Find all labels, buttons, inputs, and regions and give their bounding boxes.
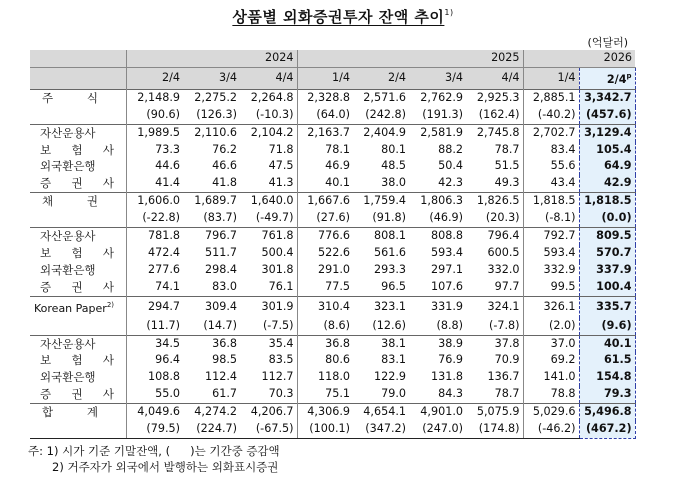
value-cell: 71.8: [268, 142, 294, 156]
value-cell: 1,689.7: [183, 193, 240, 210]
value-cell: 331.9: [409, 296, 466, 317]
value-cell: 324.1: [466, 296, 523, 317]
value-cell: (20.3): [485, 211, 520, 225]
value-cell: 776.6: [297, 228, 353, 245]
value-cell: 98.5: [212, 353, 237, 367]
value-cell: 131.8: [430, 370, 463, 384]
value-cell: 332.9: [523, 262, 579, 279]
row-label-footnote-mark: 2): [106, 300, 114, 309]
value-cell: 76.2: [212, 142, 237, 156]
value-cell: (8.6): [297, 318, 353, 335]
value-cell: 1,818.5: [523, 193, 579, 210]
value-cell: 46.9: [297, 158, 353, 175]
value-cell: 80.1: [381, 142, 406, 156]
footnote-text-a: 시가 기준 기말잔액, (: [62, 444, 171, 458]
value-cell: 77.5: [297, 279, 353, 296]
value-cell: (100.1): [297, 421, 353, 438]
value-cell: (242.8): [365, 107, 406, 121]
value-cell: (-10.3): [255, 107, 294, 121]
header-quarter: 1/4: [297, 67, 353, 89]
value-cell: 1,640.0: [240, 193, 297, 210]
value-cell: 74.1: [126, 279, 183, 296]
value-cell: 55.0: [126, 386, 183, 403]
header-quarter: 2/4: [353, 67, 409, 89]
value-cell: 2,328.8: [297, 89, 353, 106]
value-cell: 36.8: [297, 335, 353, 352]
table-row: [30, 245, 635, 262]
row-label: [30, 175, 126, 192]
title-footnote-mark: 1): [444, 8, 454, 17]
table-row: [30, 386, 635, 403]
value-cell: 44.6: [126, 158, 183, 175]
value-cell: (27.6): [297, 210, 353, 227]
value-cell: 2,275.2: [183, 89, 240, 106]
value-cell: (8.8): [436, 318, 463, 332]
value-cell: 809.5: [579, 228, 635, 245]
value-cell: 2,745.8: [466, 124, 523, 141]
value-cell: (347.2): [353, 421, 409, 438]
table-row: [30, 193, 635, 210]
value-cell: 47.5: [268, 159, 294, 173]
value-cell: 3,129.4: [579, 124, 635, 141]
value-cell: 277.6: [126, 262, 183, 279]
header-quarter-latest: [579, 67, 635, 89]
value-cell: 78.8: [523, 386, 579, 403]
value-cell: 83.4: [523, 142, 579, 159]
row-label: [30, 142, 126, 159]
value-cell: 40.1: [297, 175, 353, 192]
value-cell: 112.7: [261, 370, 294, 384]
value-cell: 1,818.5: [579, 193, 635, 210]
value-cell: 55.6: [523, 158, 579, 175]
row-label: [30, 228, 126, 245]
value-cell: 808.1: [353, 228, 409, 245]
value-cell: 154.8: [579, 369, 635, 386]
row-label-text: 자산운용사: [40, 336, 96, 351]
value-cell: 570.7: [579, 245, 635, 262]
row-label: [30, 158, 126, 175]
row-label-text: 외국환은행: [40, 262, 96, 277]
header-quarter: 2/4: [126, 67, 183, 89]
value-cell: (12.6): [372, 318, 406, 332]
value-cell: 79.3: [579, 386, 635, 403]
value-cell: 4,206.7: [240, 404, 297, 421]
table-title-text: 상품별 외화증권투자 잔액 추이: [232, 8, 445, 26]
value-cell: 49.3: [494, 176, 520, 190]
footnote-prefix: 주:: [28, 444, 43, 458]
row-label-text: 보 험 사: [40, 245, 114, 260]
row-label-text: 증 권 사: [40, 387, 114, 402]
value-cell: 593.4: [430, 245, 463, 259]
value-cell: (-7.8): [488, 318, 520, 332]
footnote-text-b: )는 기간중 증감액: [190, 444, 280, 458]
value-cell: (457.6): [579, 107, 635, 124]
row-label: [30, 352, 126, 369]
value-cell: 76.1: [268, 279, 294, 293]
value-cell: 1,826.5: [466, 193, 523, 210]
value-cell: 61.7: [212, 387, 237, 401]
value-cell: 136.7: [487, 370, 520, 384]
value-cell: 310.4: [297, 296, 353, 317]
row-label: [30, 245, 126, 262]
value-cell: 600.5: [487, 245, 520, 259]
header-year-2025: 2025: [297, 50, 523, 67]
value-cell: (0.0): [579, 210, 635, 227]
value-cell: 37.0: [523, 335, 579, 352]
row-label: [30, 193, 126, 210]
value-cell: 4,654.1: [353, 404, 409, 421]
value-cell: 309.4: [183, 296, 240, 317]
value-cell: (-49.7): [255, 211, 294, 225]
row-label: [30, 124, 126, 141]
value-cell: (90.6): [126, 107, 183, 124]
value-cell: 118.0: [297, 369, 353, 386]
value-cell: 88.2: [438, 142, 463, 156]
value-cell: (224.7): [183, 421, 240, 438]
table-row: [30, 142, 635, 159]
value-cell: (-22.8): [126, 210, 183, 227]
value-cell: 38.1: [353, 335, 409, 352]
value-cell: (2.0): [523, 318, 579, 335]
value-cell: 2,702.7: [523, 124, 579, 141]
row-label: [30, 296, 126, 317]
value-cell: 41.8: [212, 176, 237, 190]
value-cell: (-46.2): [523, 421, 579, 438]
value-cell: 105.4: [579, 142, 635, 159]
value-cell: 291.0: [297, 262, 353, 279]
value-cell: 323.1: [353, 296, 409, 317]
value-cell: 78.7: [494, 387, 520, 401]
header-quarter: 3/4: [183, 67, 240, 89]
value-cell: 41.4: [126, 175, 183, 192]
header-quarter: 3/4: [409, 67, 466, 89]
table-row: [30, 175, 635, 192]
row-label-text: Korean Paper: [34, 301, 107, 315]
value-cell: 500.4: [261, 245, 294, 259]
header-quarter: 4/4: [240, 67, 297, 89]
value-cell: 96.4: [126, 352, 183, 369]
header-quarter-row: [30, 67, 635, 89]
table-row: [30, 296, 635, 317]
value-cell: 83.5: [268, 353, 294, 367]
value-cell: 76.9: [438, 353, 463, 367]
value-cell: 561.6: [373, 245, 406, 259]
value-cell: 593.4: [523, 245, 579, 262]
row-label-text: 보 험 사: [40, 142, 114, 157]
value-cell: (11.7): [126, 318, 183, 335]
value-cell: 107.6: [430, 279, 463, 293]
row-label-text: 주 식: [42, 90, 98, 105]
value-cell: (79.5): [126, 421, 183, 438]
value-cell: (-8.1): [523, 210, 579, 227]
value-cell: 112.4: [204, 370, 237, 384]
value-cell: 761.8: [240, 228, 297, 245]
value-cell: 51.5: [494, 159, 520, 173]
value-cell: 36.8: [183, 335, 240, 352]
value-cell: 2,264.8: [240, 89, 297, 106]
row-label: [30, 89, 126, 106]
value-cell: 38.9: [409, 335, 466, 352]
value-cell: (-67.5): [240, 421, 297, 438]
investment-balance-table: [30, 50, 636, 439]
value-cell: 472.4: [126, 245, 183, 262]
row-label: [30, 404, 126, 421]
table-row: [30, 279, 635, 296]
value-cell: 34.5: [126, 335, 183, 352]
footnote-number: 1): [46, 444, 59, 458]
value-cell: (46.9): [429, 211, 463, 225]
value-cell: 99.5: [523, 279, 579, 296]
row-label-text: 합 계: [42, 405, 98, 420]
value-cell: 40.1: [579, 335, 635, 352]
value-cell: 78.1: [297, 142, 353, 159]
value-cell: 301.9: [240, 296, 297, 317]
footnote-1: [28, 443, 280, 459]
footnotes: [28, 443, 280, 475]
table-title: [0, 6, 686, 27]
value-cell: (191.3): [422, 107, 463, 121]
row-label-text: 보 험 사: [40, 353, 114, 368]
value-cell: 96.5: [381, 279, 406, 293]
value-cell: (83.7): [203, 211, 237, 225]
value-cell: 37.8: [466, 335, 523, 352]
value-cell: 792.7: [523, 228, 579, 245]
value-cell: 2,925.3: [466, 89, 523, 106]
value-cell: 293.3: [373, 262, 406, 276]
value-cell: 3,342.7: [579, 89, 635, 106]
value-cell: 100.4: [579, 279, 635, 296]
row-label: [30, 318, 126, 335]
value-cell: 70.3: [268, 387, 294, 401]
row-label-text: 자산운용사: [40, 229, 96, 244]
value-cell: 301.8: [261, 262, 294, 276]
row-label: [30, 210, 126, 227]
row-label: [30, 107, 126, 124]
value-cell: 298.4: [204, 262, 237, 276]
value-cell: 335.7: [579, 296, 635, 317]
value-cell: (9.6): [579, 318, 635, 335]
table-row: [30, 262, 635, 279]
table-row: [30, 124, 635, 141]
value-cell: 64.9: [579, 158, 635, 175]
row-label-text: 외국환은행: [40, 370, 96, 385]
value-cell: 43.4: [523, 175, 579, 192]
value-cell: (14.7): [203, 318, 237, 332]
table-row: [30, 421, 635, 438]
value-cell: 2,571.6: [353, 89, 409, 106]
value-cell: 326.1: [523, 296, 579, 317]
value-cell: 781.8: [126, 228, 183, 245]
row-label: [30, 279, 126, 296]
value-cell: (174.8): [466, 421, 523, 438]
value-cell: 1,989.5: [126, 124, 183, 141]
value-cell: 1,606.0: [126, 193, 183, 210]
value-cell: 42.9: [579, 175, 635, 192]
value-cell: 2,581.9: [409, 124, 466, 141]
header-corner-2: [30, 67, 126, 89]
table-row: [30, 352, 635, 369]
value-cell: (91.8): [372, 211, 406, 225]
row-label: [30, 262, 126, 279]
value-cell: 108.8: [126, 369, 183, 386]
value-cell: 522.6: [297, 245, 353, 262]
header-quarter: 1/4: [523, 67, 579, 89]
value-cell: 332.0: [487, 262, 520, 276]
table-row: [30, 107, 635, 124]
value-cell: (-7.5): [262, 318, 294, 332]
table-row: [30, 404, 635, 421]
value-cell: 50.4: [438, 159, 463, 173]
value-cell: 2,404.9: [353, 124, 409, 141]
value-cell: 2,110.6: [183, 124, 240, 141]
value-cell: 80.6: [297, 352, 353, 369]
preliminary-mark: p: [626, 71, 632, 80]
value-cell: 796.4: [466, 228, 523, 245]
header-corner: [30, 50, 126, 67]
footnote-number: 2): [52, 460, 64, 474]
value-cell: 73.3: [126, 142, 183, 159]
value-cell: 808.8: [409, 228, 466, 245]
value-cell: 78.7: [494, 142, 520, 156]
value-cell: (-40.2): [523, 107, 579, 124]
value-cell: (162.4): [478, 107, 520, 121]
value-cell: 4,901.0: [409, 404, 466, 421]
row-label: [30, 369, 126, 386]
row-label: [30, 421, 126, 438]
value-cell: 294.7: [126, 296, 183, 317]
value-cell: (126.3): [196, 107, 237, 121]
value-cell: 5,496.8: [579, 404, 635, 421]
value-cell: 38.0: [381, 176, 406, 190]
value-cell: 2,885.1: [523, 89, 579, 106]
value-cell: 297.1: [430, 262, 463, 276]
table-row: [30, 89, 635, 106]
row-label-text: 증 권 사: [40, 176, 114, 191]
table-row: [30, 158, 635, 175]
value-cell: 1,806.3: [409, 193, 466, 210]
table-row: [30, 335, 635, 352]
row-label: [30, 386, 126, 403]
row-label-text: 채 권: [42, 194, 98, 209]
value-cell: 2,762.9: [409, 89, 466, 106]
value-cell: 2,163.7: [297, 124, 353, 141]
value-cell: 4,274.2: [183, 404, 240, 421]
row-label-text: 자산운용사: [40, 125, 96, 140]
footnote-2: [28, 459, 280, 475]
row-label-text: 증 권 사: [40, 279, 114, 294]
value-cell: 69.2: [523, 352, 579, 369]
value-cell: (467.2): [579, 421, 635, 438]
table-row: [30, 318, 635, 335]
value-cell: 1,667.6: [297, 193, 353, 210]
value-cell: 41.3: [268, 176, 294, 190]
value-cell: 796.7: [183, 228, 240, 245]
header-year-2026: 2026: [523, 50, 635, 67]
value-cell: 70.9: [494, 353, 520, 367]
table-row: [30, 369, 635, 386]
value-cell: 97.7: [494, 279, 520, 293]
value-cell: 337.9: [579, 262, 635, 279]
table-row: [30, 210, 635, 227]
row-label: [30, 335, 126, 352]
value-cell: 5,075.9: [466, 404, 523, 421]
value-cell: 75.1: [297, 386, 353, 403]
value-cell: (247.0): [409, 421, 466, 438]
table-row: [30, 228, 635, 245]
unit-label: (억달러): [587, 36, 628, 49]
value-cell: 79.0: [381, 387, 406, 401]
header-quarter: 4/4: [466, 67, 523, 89]
value-cell: 61.5: [579, 352, 635, 369]
value-cell: 4,306.9: [297, 404, 353, 421]
value-cell: 42.3: [438, 176, 463, 190]
value-cell: 5,029.6: [523, 404, 579, 421]
value-cell: 2,104.2: [240, 124, 297, 141]
value-cell: 83.0: [212, 279, 237, 293]
value-cell: 48.5: [381, 159, 406, 173]
footnote-text: 거주자가 외국에서 발행하는 외화표시증권: [67, 460, 279, 474]
value-cell: 46.6: [212, 159, 237, 173]
value-cell: 35.4: [240, 335, 297, 352]
header-year-2024: 2024: [126, 50, 297, 67]
value-cell: 4,049.6: [126, 404, 183, 421]
header-quarter-latest-label: 2/4: [606, 72, 627, 86]
value-cell: 2,148.9: [126, 89, 183, 106]
value-cell: 84.3: [438, 387, 463, 401]
value-cell: (64.0): [297, 107, 353, 124]
value-cell: 83.1: [381, 353, 406, 367]
row-label-text: 외국환은행: [40, 159, 96, 174]
value-cell: 122.9: [373, 370, 406, 384]
value-cell: 511.7: [204, 245, 237, 259]
value-cell: 1,759.4: [353, 193, 409, 210]
value-cell: 141.0: [523, 369, 579, 386]
header-year-row: [30, 50, 635, 67]
